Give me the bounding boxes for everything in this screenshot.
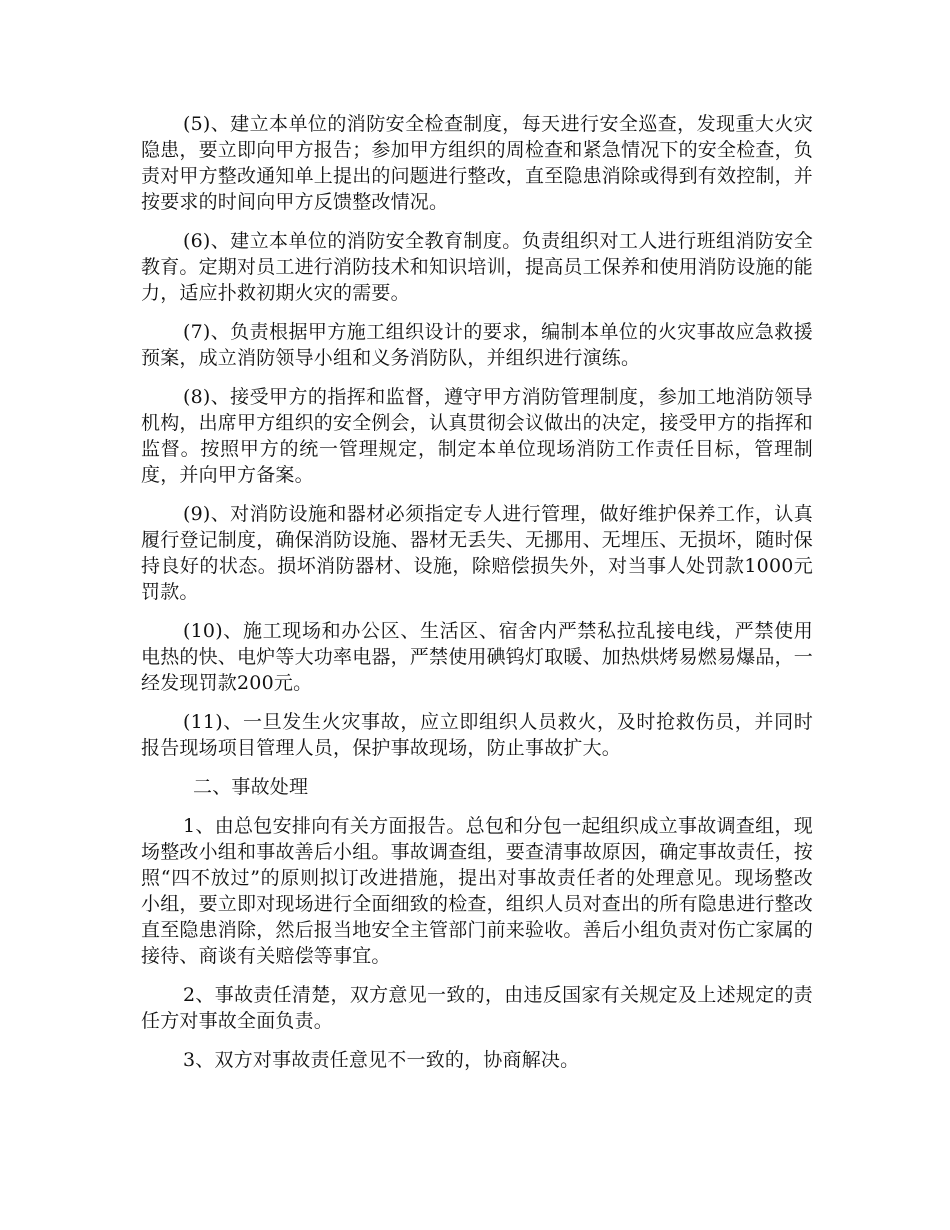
paragraph-item-10: (10)、施工现场和办公区、生活区、宿舍内严禁私拉乱接电线，严禁使用电热的快、电炉等大功率电器，严禁使用碘钨灯取暖、加热烘烤易燃易爆品，一经发现罚款200元。 — [141, 620, 814, 694]
paragraph-item-6: (6)、建立本单位的消防安全教育制度。负责组织对工人进行班组消防安全教育。定期对员工进行消防技术和知识培训，提高员工保养和使用消防设施的能力，适应扑救初期火灾的需要。 — [141, 230, 814, 304]
section-paragraph-3: 3、双方对事故责任意见不一致的，协商解决。 — [183, 1049, 580, 1071]
paragraph-item-7: (7)、负责根据甲方施工组织设计的要求，编制本单位的火灾事故应急救援预案，成立消防领导小组和义务消防队，并组织进行演练。 — [141, 321, 813, 369]
section-paragraph-1: 1、由总包安排向有关方面报告。总包和分包一起组织成立事故调查组，现场整改小组和事故善后小组。事故调查组，要查清事故原因，确定事故责任，按照“四不放过”的原则拟订改进措施，提出对事故责任者的处理意见。现场整改小组，要立即对现场进行全面细致的检查，组织人员对查出的所有隐患进行整改直至隐患消除，然后报当地安全主管部门前来验收。善后小组负责对伤亡家属的接待、商谈有关赔偿等事宜。 — [141, 815, 814, 967]
paragraph-item-5: (5)、建立本单位的消防安全检查制度，每天进行安全巡查，发现重大火灾隐患，要立即向甲方报告；参加甲方组织的周检查和紧急情况下的安全检查，负责对甲方整改通知单上提出的问题进行整改，直至隐患消除或得到有效控制，并按要求的时间向甲方反馈整改情况。 — [141, 113, 814, 213]
paragraph-item-8: (8)、接受甲方的指挥和监督，遵守甲方消防管理制度，参加工地消防领导机构，出席甲方组织的安全例会，认真贯彻会议做出的决定，接受甲方的指挥和监督。按照甲方的统一管理规定，制定本单位现场消防工作责任目标，管理制度，并向甲方备案。 — [141, 386, 814, 486]
section-heading: 二、事故处理 — [193, 776, 309, 798]
paragraph-item-11: (11)、一旦发生火灾事故，应立即组织人员救火，及时抢救伤员，并同时报告现场项目管理人员，保护事故现场，防止事故扩大。 — [141, 711, 813, 759]
document-page — [141, 111, 813, 1086]
section-paragraph-2: 2、事故责任清楚，双方意见一致的，由违反国家有关规定及上述规定的责任方对事故全面负责。 — [141, 984, 813, 1032]
paragraph-item-9: (9)、对消防设施和器材必须指定专人进行管理，做好维护保养工作，认真履行登记制度，确保消防设施、器材无丢失、无挪用、无埋压、无损坏，随时保持良好的状态。损坏消防器材、设施，除赔偿损失外，对当事人处罚款1000元罚款。 — [141, 503, 814, 603]
